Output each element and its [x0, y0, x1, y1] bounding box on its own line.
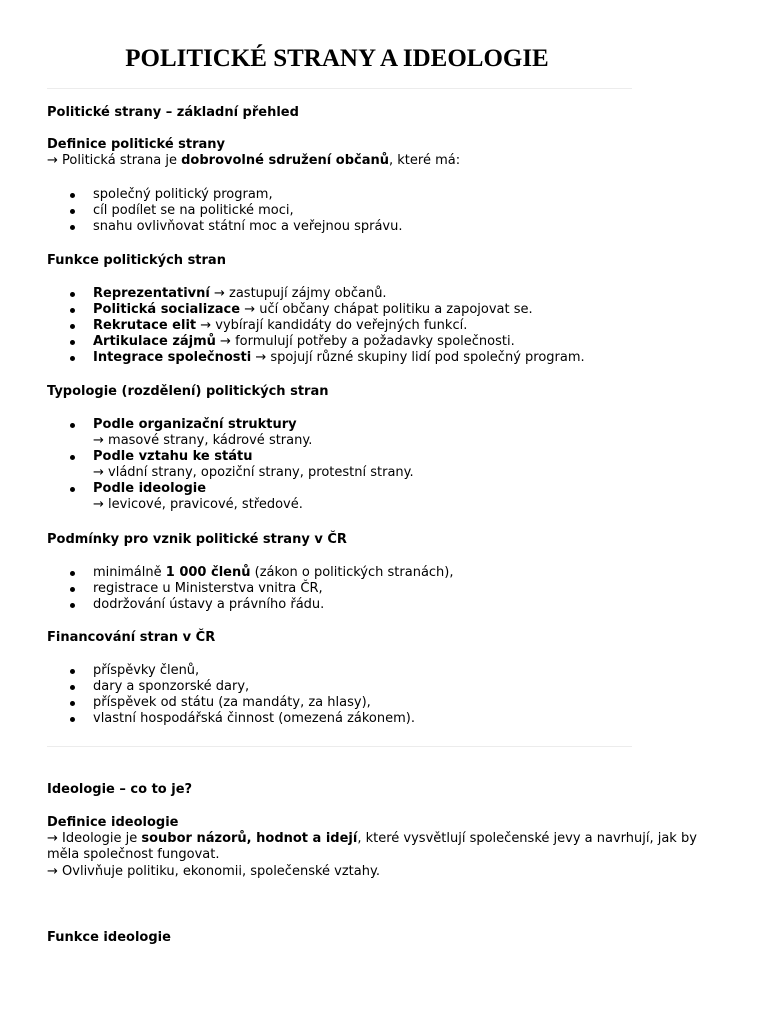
list-item: příspěvky členů,	[47, 663, 727, 679]
list-item: dodržování ústavy a právního řádu.	[47, 597, 727, 613]
list-item: Politická socializace → učí občany chápat politiku a zapojovat se.	[47, 302, 727, 318]
party-conditions-list	[47, 565, 727, 613]
divider	[47, 88, 632, 89]
section-heading-parties: Politické strany – základní přehled	[47, 105, 299, 120]
heading-ideology-functions: Funkce ideologie	[47, 930, 171, 945]
party-definition-list	[47, 187, 727, 235]
list-item: Podle organizační struktury → masové strany, kádrové strany.	[47, 417, 727, 449]
heading-party-conditions: Podmínky pro vznik politické strany v ČR	[47, 532, 347, 547]
heading-party-financing: Financování stran v ČR	[47, 630, 216, 645]
list-item: vlastní hospodářská činnost (omezená zákonem).	[47, 711, 727, 727]
heading-party-typology: Typologie (rozdělení) politických stran	[47, 384, 329, 399]
party-functions-list	[47, 286, 727, 366]
heading-party-functions: Funkce politických stran	[47, 253, 226, 268]
list-item: Rekrutace elit → vybírají kandidáty do veřejných funkcí.	[47, 318, 727, 334]
list-item: Integrace společnosti → spojují různé skupiny lidí pod společný program.	[47, 350, 727, 366]
list-item: dary a sponzorské dary,	[47, 679, 727, 695]
section-heading-ideology: Ideologie – co to je?	[47, 782, 193, 797]
list-item: snahu ovlivňovat státní moc a veřejnou správu.	[47, 219, 727, 235]
list-item: Reprezentativní → zastupují zájmy občanů.	[47, 286, 727, 302]
ideology-definition-text: → Ideologie je soubor názorů, hodnot a idejí, které vysvětlují společenské jevy a navrhují, jak by měla společnost fungovat.	[47, 831, 697, 862]
heading-ideology-definition: Definice ideologie	[47, 815, 179, 830]
ideology-influence-text: → Ovlivňuje politiku, ekonomii, společenské vztahy.	[47, 864, 380, 879]
list-item: cíl podílet se na politické moci,	[47, 203, 727, 219]
page-title: POLITICKÉ STRANY A IDEOLOGIE	[125, 45, 549, 72]
list-item: Artikulace zájmů → formulují potřeby a požadavky společnosti.	[47, 334, 727, 350]
list-item: Podle ideologie → levicové, pravicové, středové.	[47, 481, 727, 513]
party-financing-list	[47, 663, 727, 727]
list-item: minimálně 1 000 členů (zákon o politických stranách),	[47, 565, 727, 581]
list-item: registrace u Ministerstva vnitra ČR,	[47, 581, 727, 597]
party-definition-text: → Politická strana je dobrovolné sdružení občanů, které má:	[47, 153, 461, 168]
party-typology-list	[47, 417, 727, 513]
list-item: příspěvek od státu (za mandáty, za hlasy),	[47, 695, 727, 711]
heading-party-definition: Definice politické strany	[47, 137, 226, 152]
divider	[47, 746, 632, 747]
list-item: společný politický program,	[47, 187, 727, 203]
list-item: Podle vztahu ke státu → vládní strany, opoziční strany, protestní strany.	[47, 449, 727, 481]
